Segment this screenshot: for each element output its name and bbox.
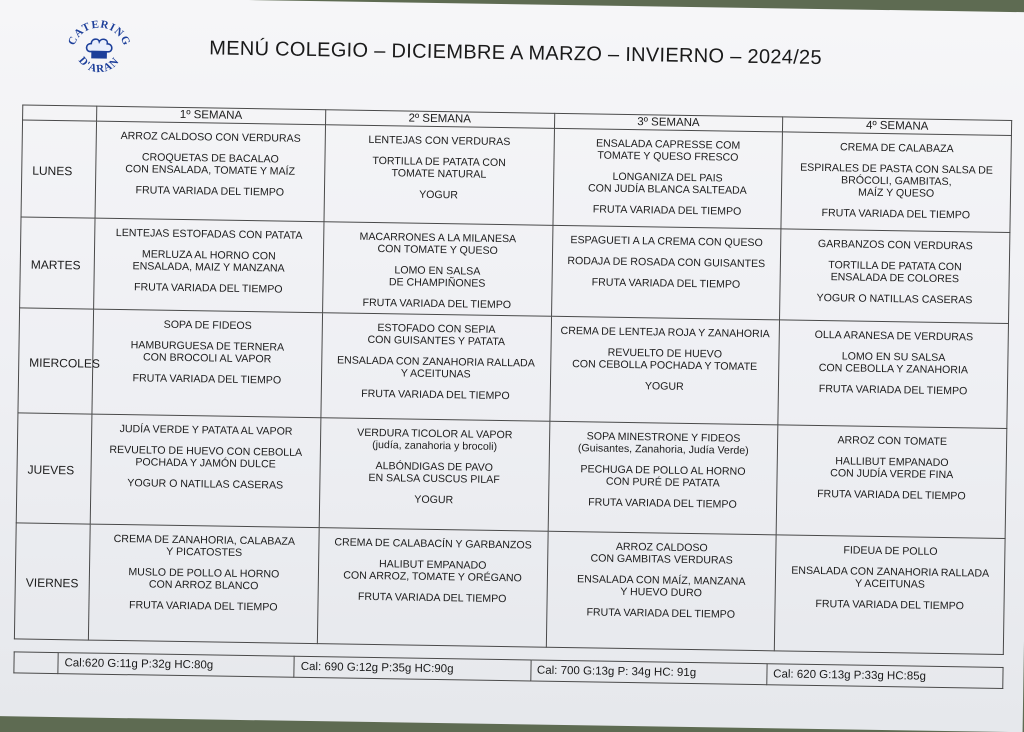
dish: MUSLO DE POLLO AL HORNO CON ARROZ BLANCO (128, 565, 280, 592)
dish: MERLUZA AL HORNO CON ENSALADA, MAIZ Y MANZANA (132, 248, 285, 275)
week-nutrition: Cal: 690 G:12g P:35g HC:90g (294, 656, 531, 681)
dish: MACARRONES A LA MILANESA CON TOMATE Y QUESO (359, 230, 517, 258)
corner-cell (23, 105, 97, 121)
day-label: VIERNES (14, 523, 90, 640)
day-label: JUEVES (16, 412, 92, 523)
meal-cell (780, 229, 1010, 324)
dish: FRUTA VARIADA DEL TIEMPO (818, 383, 968, 398)
dish: HALIBUT EMPANADO CON ARROZ, TOMATE Y ORÉGANO (343, 557, 522, 585)
dish: JUDÍA VERDE Y PATATA AL VAPOR (119, 422, 293, 438)
dish: CREMA DE LENTEJA ROJA Y ZANAHORIA (560, 325, 770, 341)
dish: SOPA DE FIDEOS (163, 319, 252, 333)
dish: ENSALADA CAPRESSE COM TOMATE Y QUESO FRESCO (595, 137, 741, 164)
dish: LENTEJAS ESTOFADAS CON PATATA (115, 227, 303, 243)
meal-cell (551, 225, 781, 320)
meal-cell (552, 128, 782, 229)
dish: ESPIRALES DE PASTA CON SALSA DE BRÓCOLI, GAMBITAS, MAÍZ Y QUESO (800, 161, 993, 200)
meal-cell (317, 527, 548, 647)
meal-cell (776, 424, 1006, 538)
dish: YOGUR (414, 493, 454, 506)
totals-spacer (14, 652, 58, 674)
meal-cell (95, 121, 325, 222)
meal-cell (90, 414, 320, 528)
dish: FRUTA VARIADA DEL TIEMPO (815, 597, 965, 613)
dish: TORTILLA DE PATATA CON TOMATE NATURAL (372, 154, 506, 181)
day-label: LUNES (21, 120, 97, 218)
meal-cell (546, 531, 777, 651)
dish: CREMA DE CALABAZA (839, 141, 954, 156)
day-row (20, 217, 1010, 324)
dish: FRUTA VARIADA DEL TIEMPO (821, 207, 971, 222)
dish: FRUTA VARIADA DEL TIEMPO (362, 296, 512, 312)
svg-text:CATERING: CATERING (65, 18, 133, 48)
dish: LENTEJAS CON VERDURAS (368, 133, 511, 149)
dish: LONGANIZA DEL PAIS CON JUDÍA BLANCA SALTEADA (587, 170, 747, 197)
meal-cell (324, 125, 554, 226)
dish: LOMO EN SU SALSA CON CEBOLLA Y ZANAHORIA (818, 350, 969, 377)
week-header: 4º SEMANA (783, 117, 1012, 136)
dish: CREMA DE ZANAHORIA, CALABAZA Y PICATOSTES (113, 532, 296, 559)
dish: FRUTA VARIADA DEL TIEMPO (132, 372, 282, 387)
week-nutrition: Cal: 620 G:13g P:33g HC:85g (767, 664, 1004, 689)
catering-daran-logo (63, 13, 136, 86)
meal-cell (548, 421, 778, 535)
meal-cell (549, 317, 779, 425)
dish: YOGUR (644, 380, 684, 394)
meal-cell (322, 222, 552, 317)
dish: ARROZ CON TOMATE (837, 433, 948, 448)
meal-cell (319, 417, 549, 531)
day-row (14, 523, 1005, 655)
day-label: MIERCOLES (18, 308, 94, 413)
dish: VERDURA TICOLOR AL VAPOR (judía, zanahoria y brocoli) (357, 426, 513, 453)
meal-cell (88, 524, 319, 644)
week-header: 1º SEMANA (97, 106, 326, 125)
dish: ENSALADA CON ZANAHORIA RALLADA Y ACEITUNAS (791, 564, 990, 591)
page-title: MENÚ COLEGIO – DICIEMBRE A MARZO – INVIERNO – 2024/25 (209, 37, 823, 70)
dish: CROQUETAS DE BACALAO CON ENSALADA, TOMATE Y MAÍZ (125, 151, 296, 178)
meal-cell (778, 320, 1008, 428)
dish: SOPA MINESTRONE Y FIDEOS (Guisantes, Zanahoria, Judía Verde) (577, 429, 749, 457)
dish: FRUTA VARIADA DEL TIEMPO (586, 606, 736, 621)
dish: FRUTA VARIADA DEL TIEMPO (133, 281, 283, 296)
dish: FRUTA VARIADA DEL TIEMPO (135, 184, 285, 199)
dish: ENSALADA CON ZANAHORIA RALLADA Y ACEITUNAS (336, 354, 535, 381)
week-header: 3º SEMANA (554, 113, 783, 132)
day-row (21, 120, 1011, 233)
dish: FRUTA VARIADA DEL TIEMPO (588, 495, 737, 511)
week-nutrition: Cal:620 G:11g P:32g HC:80g (58, 653, 295, 678)
meal-cell (92, 309, 322, 417)
dish: YOGUR O NATILLAS CASERAS (816, 292, 973, 307)
dish: YOGUR (419, 188, 459, 202)
day-label: MARTES (20, 217, 95, 309)
dish: HALLIBUT EMPANADO CON JUDÍA VERDE FINA (830, 454, 954, 481)
dish: TORTILLA DE PATATA CON ENSALADA DE COLORES (828, 259, 962, 286)
dish: ESPAGUETI A LA CREMA CON QUESO (570, 234, 763, 250)
dish: FRUTA VARIADA DEL TIEMPO (591, 276, 741, 291)
chef-hat-icon (86, 39, 112, 58)
dish: ARROZ CALDOSO CON VERDURAS (120, 130, 301, 145)
dish: HAMBURGUESA DE TERNERA CON BROCOLI AL VAPOR (130, 339, 285, 366)
dish: LOMO EN SALSA DE CHAMPIÑONES (388, 264, 486, 290)
dish: ARROZ CALDOSO CON GAMBITAS VERDURAS (590, 540, 733, 567)
nutrition-totals (13, 651, 1003, 689)
dish: ESTOFADO CON SEPIA CON GUISANTES Y PATATA (367, 322, 506, 349)
dish: FRUTA VARIADA DEL TIEMPO (128, 598, 278, 614)
dish: FIDEUA DE POLLO (843, 544, 938, 558)
meal-cell (781, 132, 1011, 233)
meal-cell (775, 535, 1006, 655)
dish: FRUTA VARIADA DEL TIEMPO (357, 590, 507, 605)
dish: PECHUGA DE POLLO AL HORNO CON PURÉ DE PATATA (580, 462, 746, 489)
dish: FRUTA VARIADA DEL TIEMPO (817, 487, 966, 502)
meal-cell (94, 218, 324, 313)
dish: RODAJA DE ROSADA CON GUISANTES (567, 255, 766, 271)
dish: OLLA ARANESA DE VERDURAS (814, 329, 974, 344)
totals-row (14, 652, 1003, 689)
dish: REVUELTO DE HUEVO CON CEBOLLA POCHADA Y JAMÓN DULCE (109, 443, 303, 471)
dish: REVUELTO DE HUEVO CON CEBOLLA POCHADA Y TOMATE (572, 347, 758, 374)
meal-cell (321, 313, 551, 421)
dish: ALBÓNDIGAS DE PAVO EN SALSA CUSCUS PILAF (368, 459, 500, 486)
dish: FRUTA VARIADA DEL TIEMPO (361, 388, 510, 403)
weekly-menu-table (14, 104, 1012, 654)
svg-text:D'ARAN: D'ARAN (75, 54, 122, 76)
dish: GARBANZOS CON VERDURAS (817, 238, 973, 253)
week-nutrition: Cal: 700 G:13g P: 34g HC: 91g (530, 660, 767, 685)
dish: FRUTA VARIADA DEL TIEMPO (592, 203, 742, 218)
dish: CREMA DE CALABACÍN Y GARBANZOS (334, 536, 532, 552)
day-row (16, 412, 1007, 538)
dish: YOGUR O NATILLAS CASERAS (127, 476, 284, 492)
week-header: 2º SEMANA (325, 110, 554, 129)
day-row (18, 308, 1009, 428)
dish: ENSALADA CON MAÍZ, MANZANA Y HUEVO DURO (577, 572, 746, 599)
